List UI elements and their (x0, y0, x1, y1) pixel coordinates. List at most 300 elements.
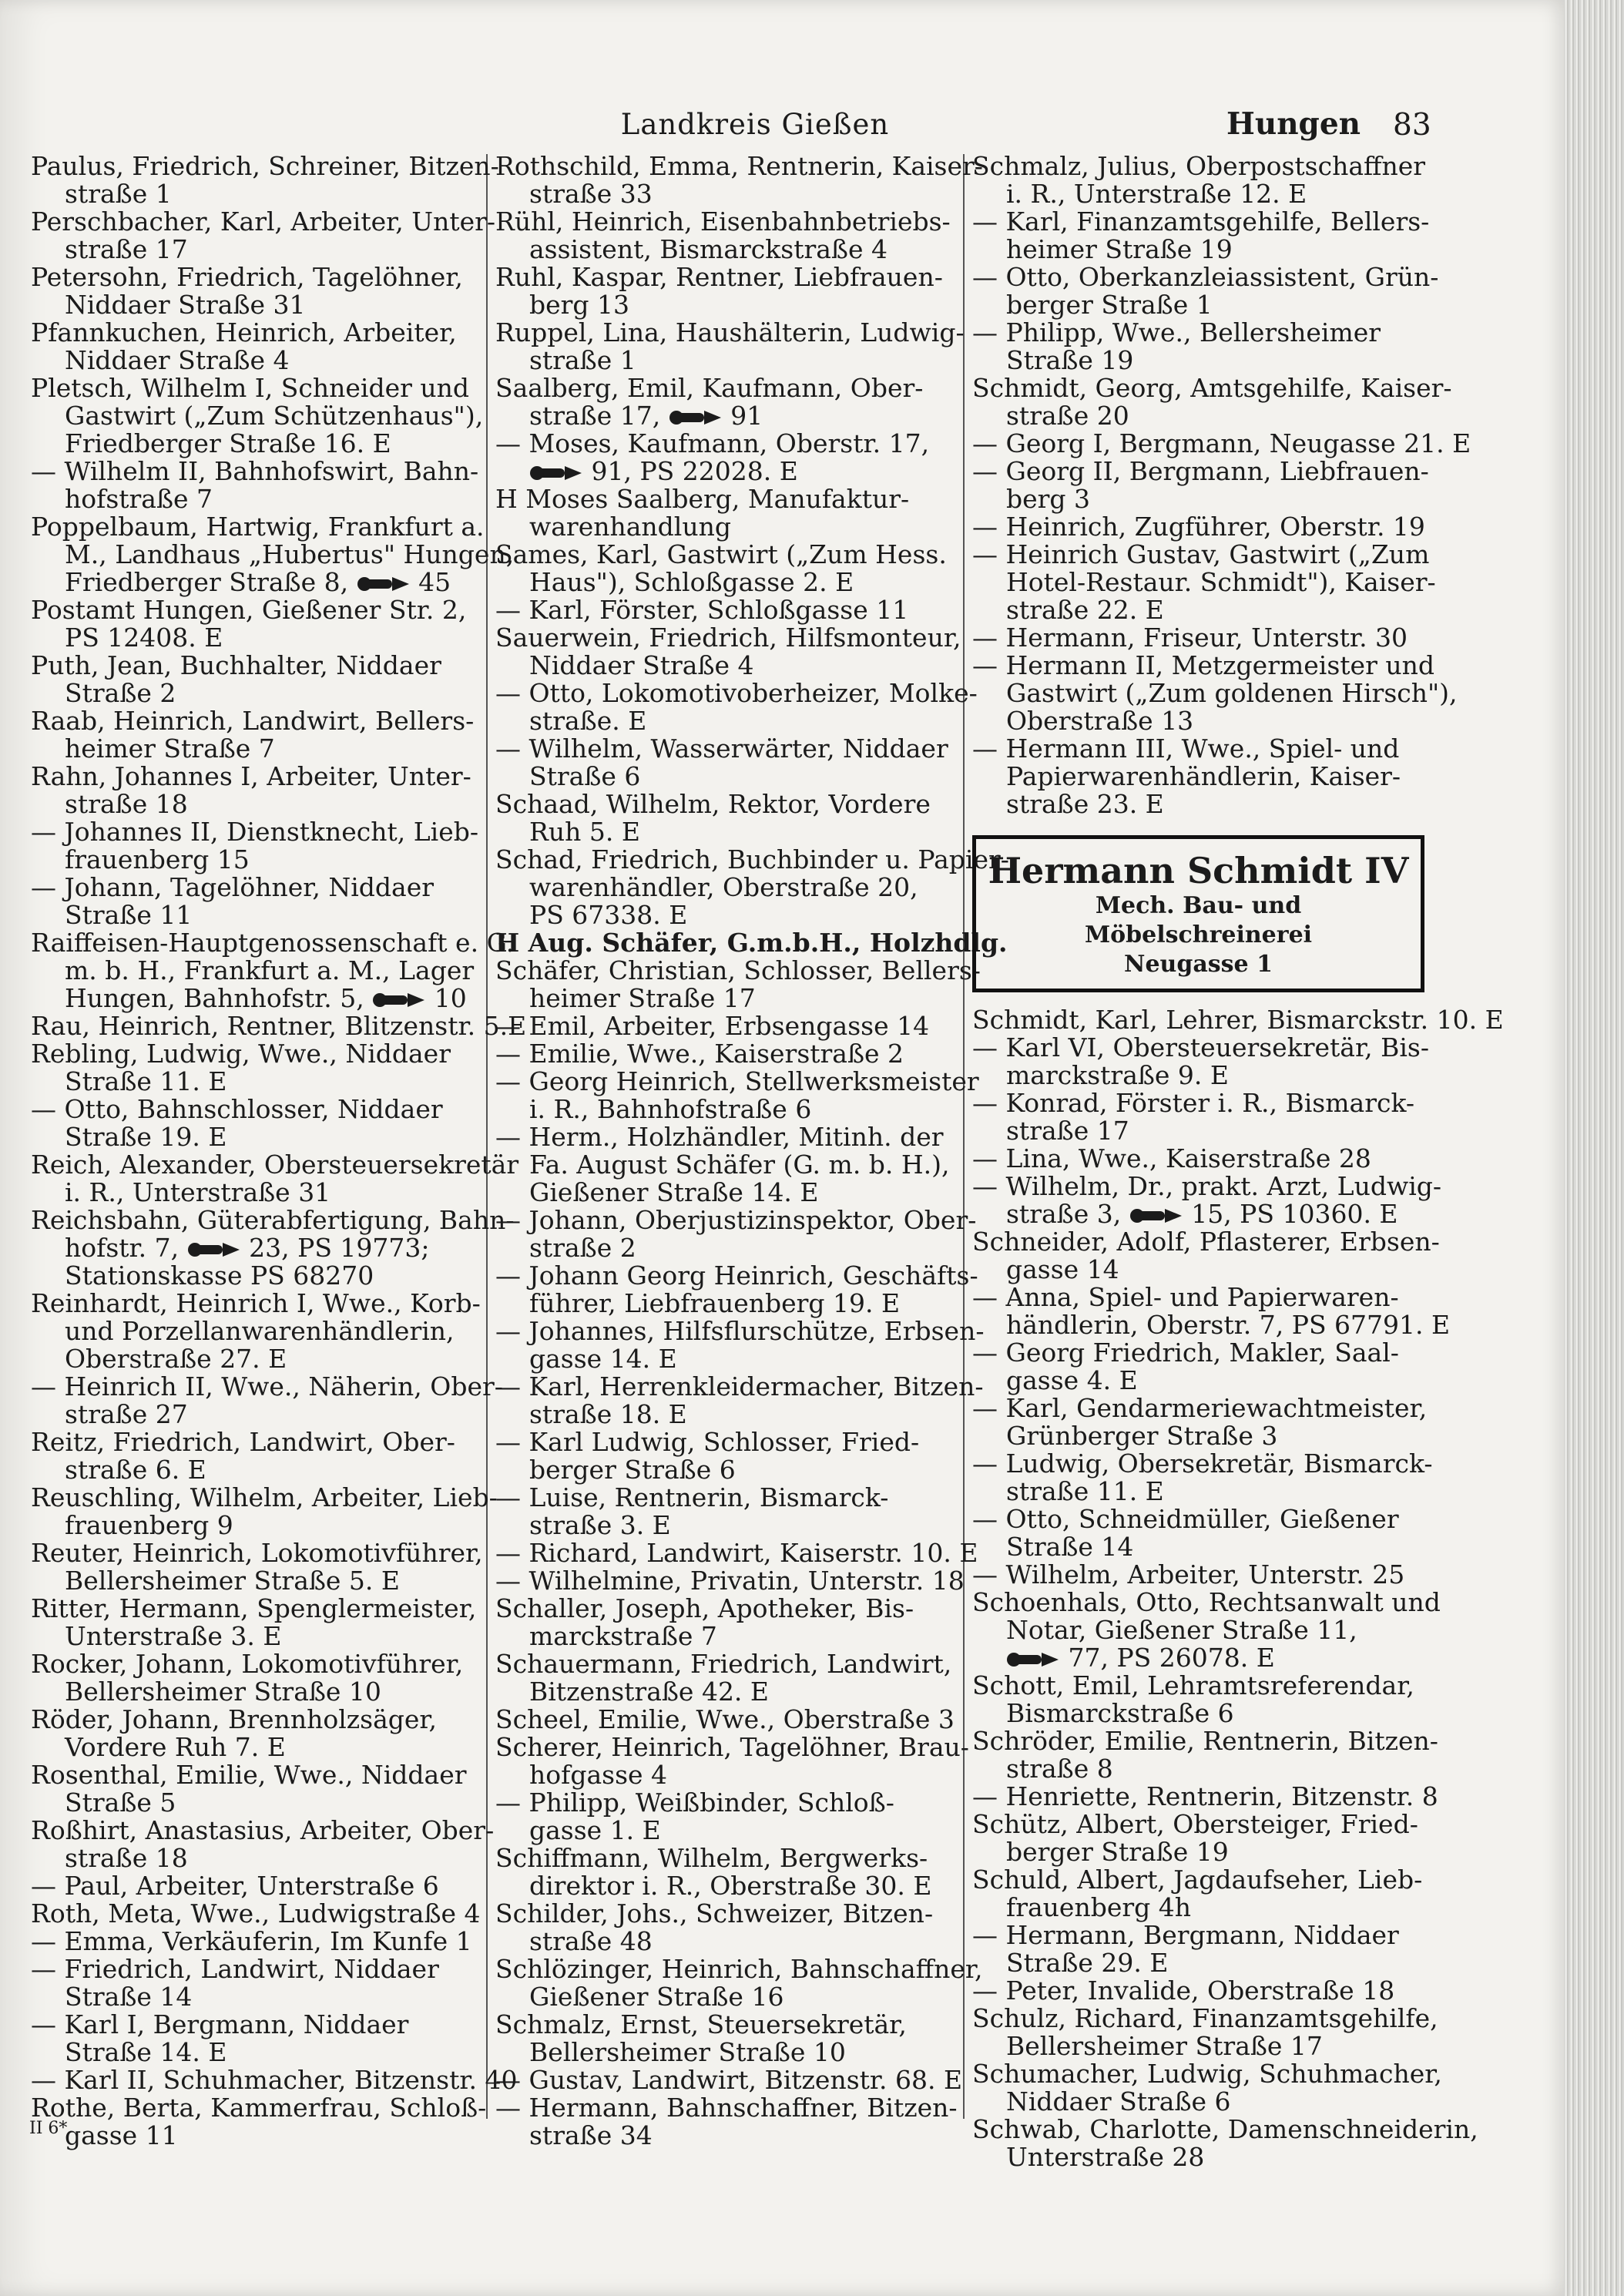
entry-text: frauenberg 15 (65, 844, 250, 874)
entry-text: m. b. H., Frankfurt a. M., Lager (65, 955, 475, 985)
entry-text: Röder, Johann, Brennholzsäger, (31, 1704, 438, 1734)
entry-text: Straße 11. E (65, 1066, 227, 1096)
directory-entry-line (31, 1262, 474, 1290)
entry-text: Schumacher, Ludwig, Schuhmacher, (972, 2059, 1442, 2089)
entry-text: — Luise, Rentnerin, Bismarck- (495, 1482, 889, 1512)
directory-entry-line (495, 430, 956, 458)
directory-entry-line (495, 1900, 956, 1928)
entry-text: Paulus, Friedrich, Schreiner, Bitzen- (31, 151, 499, 181)
entry-text: Pletsch, Wilhelm I, Schneider und (31, 373, 470, 403)
entry-text: Scheel, Emilie, Wwe., Oberstraße 3 (495, 1704, 955, 1734)
directory-entry-line (495, 1371, 984, 1401)
entry-text: straße 2 (529, 1233, 636, 1263)
advertisement-address: Neugasse 1 (1124, 951, 1273, 978)
entry-text: Haus"), Schloßgasse 2. E (529, 567, 854, 597)
entry-text: Rothschild, Emma, Rentnerin, Kaiser- (495, 151, 983, 181)
entry-text: straße 18 (65, 789, 188, 819)
entry-text: Straße 11 (65, 900, 193, 930)
directory-entry-line (31, 1401, 474, 1428)
entry-text: Bellersheimer Straße 17 (1006, 2031, 1323, 2061)
entry-text: straße 1 (529, 345, 636, 375)
entry-text: straße 11. E (1006, 1476, 1164, 1506)
entry-text: straße 18. E (529, 1399, 687, 1429)
entry-text: H Aug. Schäfer, G.m.b.H., Holzhdlg. (495, 928, 1008, 958)
directory-entry-line (972, 485, 1431, 513)
entry-text: Schott, Emil, Lehramtsreferendar, (972, 1670, 1414, 1700)
entry-text: — Karl, Gendarmeriewachtmeister, (972, 1393, 1428, 1423)
telephone-icon (529, 465, 583, 482)
entry-text: — Ludwig, Obersekretär, Bismarck- (972, 1448, 1433, 1479)
directory-entry-line (31, 1371, 503, 1401)
directory-column-2 (495, 151, 1009, 2150)
directory-entry-line (495, 623, 961, 653)
entry-text: Bellersheimer Straße 5. E (65, 1566, 400, 1596)
directory-entry-line (31, 2011, 474, 2039)
directory-entry-line (31, 652, 474, 680)
directory-entry-line (972, 1672, 1431, 1700)
directory-entry-line (495, 901, 956, 929)
directory-entry-line (495, 928, 1008, 958)
directory-entry-line (31, 928, 515, 958)
directory-entry-line (31, 1538, 483, 1568)
directory-entry-line (495, 151, 983, 181)
entry-text: Oberstraße 13 (1006, 706, 1194, 736)
directory-entry-line (31, 1179, 474, 1207)
directory-entry-line (495, 1012, 956, 1040)
entry-text: straße 1 (65, 179, 172, 209)
directory-entry-line (31, 1150, 519, 1180)
entry-text: straße 6. E (65, 1455, 206, 1485)
entry-text: — Otto, Schneidmüller, Gießener (972, 1504, 1399, 1534)
directory-entry-line (495, 1484, 956, 1512)
directory-entry-line (31, 401, 484, 431)
entry-text: Notar, Gießener Straße 11, (1006, 1615, 1357, 1645)
entry-text: führer, Liebfrauenberg 19. E (529, 1288, 901, 1318)
directory-entry-line (31, 2039, 474, 2066)
directory-entry-line (31, 1205, 515, 1235)
directory-entry-line (972, 1505, 1431, 1533)
directory-entry-line (972, 1450, 1431, 1478)
entry-text: Perschbacher, Karl, Arbeiter, Unter- (31, 206, 496, 237)
directory-entry-line (31, 1845, 474, 1872)
directory-entry-line (31, 2065, 518, 2095)
directory-entry-line (972, 1171, 1442, 1201)
directory-entry-line (31, 1678, 474, 1706)
entry-text: berger Straße 6 (529, 1455, 736, 1485)
directory-entry-line (972, 1977, 1431, 2005)
directory-entry-line (972, 2143, 1431, 2171)
entry-text: — Georg II, Bergmann, Liebfrauen- (972, 456, 1429, 486)
directory-entry-line (972, 1838, 1431, 1866)
directory-entry-line (495, 1761, 956, 1789)
directory-entry-line (31, 291, 474, 319)
entry-text: Bellersheimer Straße 10 (529, 2037, 846, 2067)
column-3-bottom-entries (972, 1005, 1504, 2172)
entry-text: i. R., Unterstraße 12. E (1006, 179, 1307, 209)
entry-text: Reitz, Friedrich, Landwirt, Ober- (31, 1427, 455, 1457)
entry-text: Pfannkuchen, Heinrich, Arbeiter, (31, 317, 457, 347)
entry-text: — Otto, Oberkanzleiassistent, Grün- (972, 262, 1439, 292)
phone-number: 10 (434, 983, 467, 1013)
directory-entry-line (972, 319, 1431, 347)
advertisement-trade: Mech. Bau- und Möbelschreinerei (1084, 892, 1313, 948)
directory-entry-line (31, 180, 474, 208)
entry-text: marckstraße 9. E (1006, 1060, 1229, 1090)
directory-entry-line (972, 791, 1431, 818)
entry-text: Schad, Friedrich, Buchbinder u. Papier- (495, 844, 1009, 874)
entry-text: Friedberger Straße 8, (65, 567, 349, 597)
entry-text: berger Straße 1 (1006, 290, 1213, 320)
entry-text: Schmidt, Georg, Amtsgehilfe, Kaiser- (972, 373, 1452, 403)
entry-text: M., Landhaus „Hubertus" Hungen, (65, 539, 515, 569)
directory-entry-line (972, 1478, 1431, 1505)
directory-entry-line (31, 456, 479, 486)
phone-number: 91 (730, 401, 763, 431)
directory-entry-line (972, 1587, 1441, 1617)
directory-entry-line (495, 264, 956, 291)
directory-entry-line (31, 1898, 481, 1928)
directory-entry-line (31, 596, 474, 624)
directory-entry-line (495, 2065, 963, 2095)
directory-entry-line (495, 1234, 956, 1262)
entry-text: Schaad, Wilhelm, Rektor, Vordere (495, 789, 931, 819)
directory-entry-line (495, 735, 956, 763)
directory-entry-line (972, 1284, 1431, 1311)
directory-entry-line (495, 955, 981, 985)
entry-text: Bismarckstraße 6 (1006, 1698, 1234, 1728)
directory-entry-line (972, 707, 1431, 735)
phone-number: 45 (418, 567, 451, 597)
directory-entry-line (972, 236, 1431, 264)
directory-entry-line (31, 1706, 474, 1734)
directory-entry-line (495, 1983, 956, 2011)
directory-entry-line (495, 1872, 956, 1900)
entry-text: Schmalz, Julius, Oberpostschaffner (972, 151, 1426, 181)
directory-entry-line (495, 1316, 985, 1346)
directory-entry-line (495, 1040, 956, 1068)
directory-entry-line (495, 818, 956, 846)
directory-entry-line (31, 151, 499, 181)
directory-column-3 (972, 151, 1504, 2172)
entry-text: — Hermann, Friseur, Unterstr. 30 (972, 623, 1408, 653)
entry-text: — Wilhelmine, Privatin, Unterstr. 18 (495, 1566, 965, 1596)
entry-text: — Georg Friedrich, Makler, Saal- (972, 1338, 1399, 1368)
entry-text: Postamt Hungen, Gießener Str. 2, (31, 595, 467, 625)
directory-entry-line (972, 180, 1431, 208)
directory-entry-line (31, 236, 474, 264)
directory-entry-line (31, 1234, 474, 1262)
entry-text: straße 48 (529, 1926, 653, 1956)
directory-entry-line (31, 1928, 474, 1955)
entry-text: Gießener Straße 16 (529, 1982, 784, 2012)
entry-text: Reuschling, Wilhelm, Arbeiter, Lieb- (31, 1482, 498, 1512)
entry-text: Reuter, Heinrich, Lokomotivführer, (31, 1538, 483, 1568)
entry-text: Schütz, Albert, Obersteiger, Fried- (972, 1809, 1418, 1839)
directory-entry-line (31, 1288, 481, 1318)
phone-number: 15, PS 10360. E (1191, 1199, 1398, 1229)
directory-entry-line (972, 1949, 1431, 1977)
directory-entry-line (31, 680, 474, 707)
entry-text: Schiffmann, Wilhelm, Bergwerks- (495, 1843, 928, 1873)
entry-text: — Philipp, Weißbinder, Schloß- (495, 1787, 894, 1818)
entry-text: — Friedrich, Landwirt, Niddaer (31, 1954, 439, 1984)
directory-entry-line (972, 458, 1431, 485)
directory-entry-line (495, 485, 956, 513)
entry-text: Rühl, Heinrich, Eisenbahnbetriebs- (495, 206, 951, 237)
entry-text: — Johannes, Hilfsflurschütze, Erbsen- (495, 1316, 985, 1346)
directory-entry-line (972, 373, 1452, 403)
directory-entry-line (972, 1755, 1431, 1783)
directory-entry-line (31, 1456, 474, 1484)
directory-entry-line (31, 735, 474, 763)
entry-text: frauenberg 9 (65, 1510, 233, 1540)
directory-entry-line (972, 1367, 1431, 1395)
entry-text: Straße 19 (1006, 345, 1134, 375)
directory-entry-line (31, 624, 474, 652)
entry-text: Schuld, Albert, Jagdaufseher, Lieb- (972, 1865, 1423, 1895)
directory-entry-line (495, 1732, 969, 1762)
directory-entry-line (972, 262, 1439, 292)
entry-text: — Hermann III, Wwe., Spiel- und (972, 733, 1400, 764)
directory-entry-line (31, 763, 474, 791)
directory-entry-line (972, 1256, 1431, 1284)
directory-entry-line (495, 652, 956, 680)
entry-text: Fa. August Schäfer (G. m. b. H.), (529, 1150, 950, 1180)
directory-entry-line (31, 374, 474, 402)
directory-entry-line (972, 1339, 1431, 1367)
directory-entry-line (972, 1310, 1451, 1340)
directory-entry-line (495, 1066, 979, 1096)
entry-text: heimer Straße 17 (529, 983, 756, 1013)
entry-text: berger Straße 19 (1006, 1837, 1229, 1867)
entry-text: H Moses Saalberg, Manufaktur- (495, 484, 910, 514)
directory-entry-line (495, 374, 956, 402)
telephone-icon (372, 992, 426, 1009)
directory-entry-line (495, 791, 956, 818)
directory-entry-line (31, 791, 474, 818)
entry-text: Schmidt, Karl, Lehrer, Bismarckstr. 10. E (972, 1005, 1504, 1035)
entry-text: Bellersheimer Straße 10 (65, 1677, 381, 1707)
directory-entry-line (31, 1068, 474, 1096)
entry-text: Ruh 5. E (529, 817, 640, 847)
directory-entry-line (972, 153, 1431, 180)
directory-entry-line (972, 2032, 1431, 2060)
entry-text: Rau, Heinrich, Rentner, Blitzenstr. 5.E (31, 1011, 527, 1041)
entry-text: hofstraße 7 (65, 484, 213, 514)
directory-entry-line (495, 347, 956, 374)
entry-text: Niddaer Straße 31 (65, 290, 306, 320)
directory-entry-line (31, 707, 474, 735)
entry-text: Straße 6 (529, 761, 641, 791)
entry-text: Ruhl, Kaspar, Rentner, Liebfrauen- (495, 262, 943, 292)
directory-entry-line (972, 1200, 1431, 1228)
directory-entry-line (31, 1567, 474, 1595)
entry-text: — Richard, Landwirt, Kaiserstr. 10. E (495, 1538, 978, 1568)
directory-entry-line (31, 1512, 474, 1539)
entry-text: Sames, Karl, Gastwirt („Zum Hess. (495, 539, 947, 569)
directory-entry-line (972, 1781, 1438, 1811)
directory-entry-line (495, 985, 956, 1012)
entry-text: Schaller, Joseph, Apotheker, Bis- (495, 1593, 914, 1623)
directory-entry-line (495, 1456, 956, 1484)
entry-text: Niddaer Straße 4 (65, 345, 290, 375)
entry-text: straße 17 (65, 234, 188, 264)
directory-entry-line (31, 569, 474, 596)
entry-text: Raiffeisen-Hauptgenossenschaft e. G. (31, 928, 515, 958)
entry-text: Schilder, Johs., Schweizer, Bitzen- (495, 1898, 934, 1928)
entry-text: warenhändler, Oberstraße 20, (529, 872, 918, 902)
entry-text: straße 34 (529, 2120, 653, 2150)
directory-entry-line (31, 1011, 527, 1041)
entry-text: Poppelbaum, Hartwig, Frankfurt a. (31, 512, 485, 542)
directory-entry-line (495, 2039, 956, 2066)
directory-entry-line (31, 1318, 474, 1345)
directory-entry-line (972, 1616, 1431, 1644)
entry-text: heimer Straße 7 (65, 733, 275, 764)
directory-entry-line (31, 1040, 474, 1068)
entry-text: Hotel-Restaur. Schmidt"), Kaiser- (1006, 567, 1436, 597)
entry-text: — Wilhelm II, Bahnhofswirt, Bahn- (31, 456, 479, 486)
entry-text: — Henriette, Rentnerin, Bitzenstr. 8 (972, 1781, 1438, 1811)
directory-entry-line (31, 2093, 487, 2123)
entry-text: straße. E (529, 706, 647, 736)
entry-text: Rahn, Johannes I, Arbeiter, Unter- (31, 761, 471, 791)
directory-entry-line (972, 1700, 1431, 1727)
directory-entry-line (495, 1954, 983, 1984)
entry-text: Ritter, Hermann, Spenglermeister, (31, 1593, 477, 1623)
telephone-icon (357, 576, 411, 592)
entry-text: Saalberg, Emil, Kaufmann, Ober- (495, 373, 924, 403)
directory-entry-line (31, 957, 474, 985)
entry-text: gasse 1. E (529, 1815, 661, 1845)
entry-text: händlerin, Oberstr. 7, PS 67791. E (1006, 1310, 1451, 1340)
directory-entry-line (31, 901, 474, 929)
entry-text: — Peter, Invalide, Oberstraße 18 (972, 1975, 1395, 2006)
entry-text: Straße 14 (65, 1982, 193, 2012)
directory-entry-line (31, 485, 474, 513)
directory-entry-line (972, 1894, 1431, 1922)
directory-entry-line (972, 624, 1431, 652)
entry-text: — Karl Ludwig, Schlosser, Fried- (495, 1427, 920, 1457)
entry-text: hofstr. 7, (65, 1233, 180, 1263)
directory-entry-line (495, 513, 956, 541)
entry-text: Gastwirt („Zum Schützenhaus"), (65, 401, 484, 431)
directory-entry-line (31, 347, 474, 374)
directory-entry-line (495, 1290, 956, 1318)
directory-entry-line (972, 1062, 1431, 1089)
directory-entry-line (31, 1815, 495, 1845)
directory-entry-line (972, 428, 1471, 458)
directory-entry-line (495, 707, 956, 735)
entry-text: und Porzellanwarenhändlerin, (65, 1316, 455, 1346)
entry-text: warenhandlung (529, 512, 731, 542)
directory-entry-line (495, 1151, 956, 1179)
entry-text: Reichsbahn, Güterabfertigung, Bahn- (31, 1205, 515, 1235)
directory-entry-line (495, 1428, 956, 1456)
entry-text: — Anna, Spiel- und Papierwaren- (972, 1282, 1399, 1312)
entry-text: Straße 14 (1006, 1532, 1134, 1562)
entry-text: Oberstraße 27. E (65, 1344, 287, 1374)
entry-text: straße 33 (529, 179, 653, 209)
entry-text: assistent, Bismarckstraße 4 (529, 234, 887, 264)
directory-entry-line (972, 347, 1431, 374)
entry-text: Ruppel, Lina, Haushälterin, Ludwig- (495, 317, 965, 347)
entry-text: Schlözinger, Heinrich, Bahnschaffner, (495, 1954, 983, 1984)
directory-entry-line (972, 2003, 1438, 2033)
entry-text: — Moses, Kaufmann, Oberstr. 17, (495, 428, 930, 458)
entry-text: — Konrad, Förster i. R., Bismarck- (972, 1088, 1415, 1118)
directory-entry-line (972, 1533, 1431, 1561)
entry-text: straße 22. E (1006, 595, 1164, 625)
entry-text: — Johann Georg Heinrich, Geschäfts- (495, 1260, 978, 1291)
telephone-icon (1129, 1207, 1183, 1224)
directory-entry-line (972, 2088, 1431, 2116)
directory-entry-line (972, 1561, 1431, 1589)
directory-entry-line (31, 1593, 477, 1623)
entry-text: PS 12408. E (65, 623, 223, 653)
entry-text: straße 27 (65, 1399, 188, 1429)
directory-entry-line (972, 2059, 1442, 2089)
phone-number: 23, PS 19773; (249, 1233, 430, 1263)
directory-entry-line (972, 1866, 1431, 1894)
entry-text: Schäfer, Christian, Schlosser, Bellers- (495, 955, 981, 985)
entry-text: — Georg I, Bergmann, Neugasse 21. E (972, 428, 1471, 458)
directory-entry-line (495, 596, 956, 624)
entry-text: Raab, Heinrich, Landwirt, Bellers- (31, 706, 475, 736)
entry-text: Straße 29. E (1006, 1948, 1169, 1978)
directory-entry-line (972, 2114, 1478, 2144)
entry-text: Bitzenstraße 42. E (529, 1677, 770, 1707)
entry-text: frauenberg 4h (1006, 1892, 1191, 1922)
entry-text: — Karl, Finanzamtsgehilfe, Bellers- (972, 206, 1430, 237)
directory-entry-line (495, 1706, 956, 1734)
entry-text: straße 20 (1006, 401, 1129, 431)
entry-text: i. R., Unterstraße 31 (65, 1177, 331, 1207)
entry-text: gasse 11 (65, 2120, 178, 2150)
entry-text: gasse 4. E (1006, 1365, 1138, 1395)
directory-entry-line (495, 541, 956, 569)
directory-entry-line (31, 430, 474, 458)
entry-text: — Wilhelm, Arbeiter, Unterstr. 25 (972, 1559, 1405, 1589)
directory-entry-line (972, 1395, 1431, 1422)
advertisement-name: Hermann Schmidt IV (988, 850, 1409, 891)
entry-text: — Emil, Arbeiter, Erbsengasse 14 (495, 1011, 930, 1041)
directory-entry-line (972, 1811, 1431, 1838)
entry-text: Schulz, Richard, Finanzamtsgehilfe, (972, 2003, 1438, 2033)
entry-text: — Otto, Lokomotivoberheizer, Molke- (495, 678, 978, 708)
directory-entry-line (495, 458, 956, 485)
entry-text: hofgasse 4 (529, 1760, 668, 1790)
directory-entry-line (495, 291, 956, 319)
entry-text: straße 23. E (1006, 789, 1164, 819)
entry-text: gasse 14 (1006, 1254, 1119, 1284)
entry-text: — Paul, Arbeiter, Unterstraße 6 (31, 1871, 439, 1901)
entry-text: Roth, Meta, Wwe., Ludwigstraße 4 (31, 1898, 481, 1928)
entry-text: — Heinrich, Zugführer, Oberstr. 19 (972, 512, 1425, 542)
directory-entry-line (31, 1345, 474, 1373)
entry-text: marckstraße 7 (529, 1621, 717, 1651)
directory-entry-line (31, 846, 474, 874)
entry-text: Gastwirt („Zum goldenen Hirsch"), (1006, 678, 1458, 708)
telephone-icon (187, 1241, 241, 1258)
entry-text: Unterstraße 28 (1006, 2142, 1205, 2172)
column-3-top-entries (972, 151, 1471, 819)
directory-entry-line (972, 763, 1431, 791)
directory-entry-line (31, 1955, 474, 1983)
directory-entry-line (495, 1623, 956, 1650)
directory-entry-line (495, 2094, 956, 2122)
directory-entry-line (972, 1422, 1431, 1450)
